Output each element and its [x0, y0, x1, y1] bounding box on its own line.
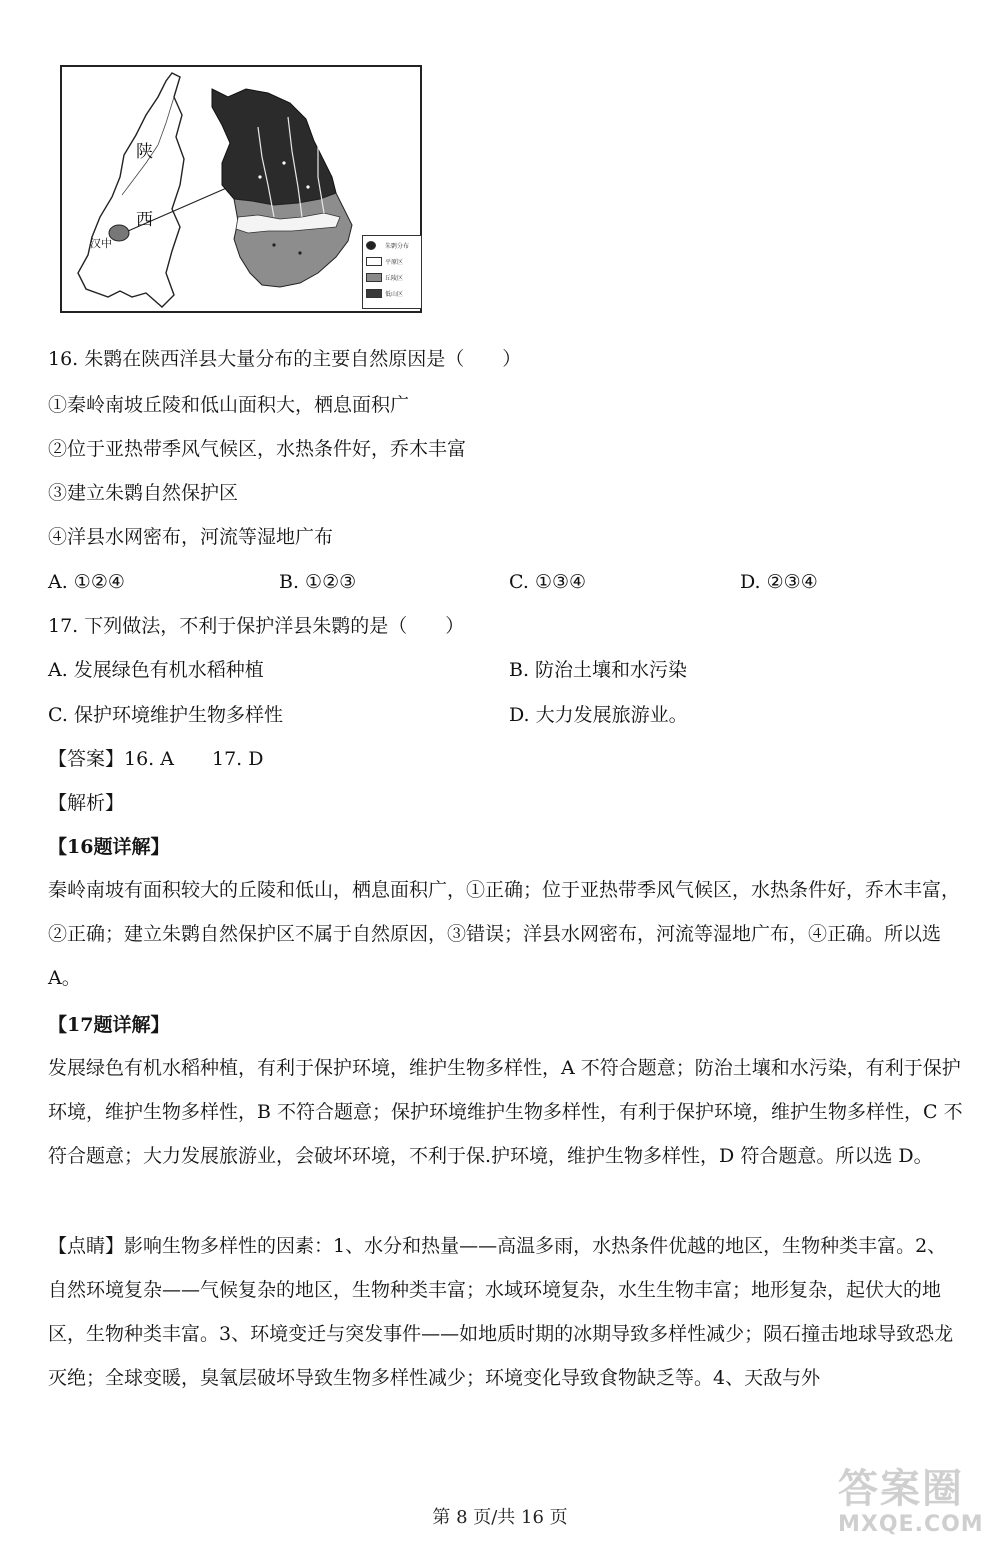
map-figure [60, 65, 422, 313]
analysis-label: 【解析】 [48, 792, 125, 814]
map-legend [362, 235, 422, 309]
q16-option-b: B. ①②③ [279, 571, 357, 593]
legend-swatch [366, 241, 376, 250]
watermark-logo [838, 1466, 988, 1548]
legend-label: 朱鹮分布 [385, 242, 410, 250]
tip-body: 【点睛】影响生物多样性的因素：1、水分和热量——高温多雨，水热条件优越的地区，生物种类丰富。2、自然环境复杂——气候复杂的地区，生物种类丰富；水域环境复杂，水生生物丰富；地形复杂，起伏大的地区，生物种类丰富。3、环境变迁与突发事件——如地质时期的冰期导致多样性减少；陨石撞击地球导致恐龙灭绝；全球变暖，臭氧层破坏导致生物多样性减少；环境变化导致食物缺乏等。4、天敌与外 [48, 1235, 954, 1389]
legend-row-plain [366, 254, 418, 268]
q16-item-1: ①秦岭南坡丘陵和低山面积大，栖息面积广 [48, 394, 410, 416]
legend-swatch [366, 273, 382, 282]
detail17-body: 发展绿色有机水稻种植，有利于保护环境，维护生物多样性，A 不符合题意；防治土壤和水污染，有利于保护环境，维护生物多样性，B 不符合题意；保护环境维护生物多样性，有利于保护环境，维护生物多样性，C 不符合题意；大力发展旅游业，会破坏环境，不利于保.护环境，维护生物多样性，D 符合题意。所以选 D。 [48, 1057, 963, 1167]
map-label-hanzhong: 汉中 [90, 237, 112, 250]
q16-item-4: ④洋县水网密布，河流等湿地广布 [48, 526, 334, 548]
q17-option-a: A. 发展绿色有机水稻种植 [48, 659, 264, 681]
q16-option-a: A. ①②④ [48, 571, 125, 593]
shaanxi-outline [78, 73, 184, 307]
q16-option-c: C. ①③④ [509, 571, 587, 593]
yangxian-hills [234, 193, 352, 287]
legend-label: 平原区 [385, 258, 404, 266]
legend-row-distribution [366, 238, 418, 252]
page-footer: 第 8 页/共 16 页 [432, 1507, 568, 1528]
q17-stem: 17. 下列做法，不利于保护洋县朱鹮的是（ ） [48, 615, 465, 637]
answer-line: 【答案】16. A 17. D [48, 748, 264, 770]
hanzhong-highlight [109, 225, 129, 241]
legend-swatch [366, 289, 382, 298]
q16-item-3: ③建立朱鹮自然保护区 [48, 482, 239, 504]
q17-option-d: D. 大力发展旅游业。 [509, 704, 688, 726]
q16-item-2: ②位于亚热带季风气候区，水热条件好，乔木丰富 [48, 438, 467, 460]
q16-stem: 16. 朱鹮在陕西洋县大量分布的主要自然原因是（ ） [48, 348, 522, 370]
detail16-body: 秦岭南坡有面积较大的丘陵和低山，栖息面积广，①正确；位于亚热带季风气候区，水热条件好，乔木丰富，②正确；建立朱鹮自然保护区不属于自然原因，③错误；洋县水网密布，河流等湿地广布，④正确。所以选 A。 [48, 879, 961, 989]
legend-row-hills [366, 270, 418, 284]
watermark-text-bottom: MXQE.COM [838, 1512, 984, 1537]
legend-label: 丘陵区 [385, 274, 404, 282]
watermark-text-top: 答案圈 [838, 1466, 964, 1512]
detail17-heading: 【17题详解】 [48, 1014, 170, 1036]
q16-option-d: D. ②③④ [740, 571, 818, 593]
map-label-xi: 西 [136, 210, 153, 230]
detail16-heading: 【16题详解】 [48, 836, 170, 858]
legend-swatch [366, 257, 382, 266]
legend-row-lowmountain [366, 286, 418, 300]
q17-option-c: C. 保护环境维护生物多样性 [48, 704, 283, 726]
map-label-shaan: 陕 [136, 142, 153, 162]
q17-option-b: B. 防治土壤和水污染 [509, 659, 688, 681]
legend-label: 低山区 [385, 290, 404, 298]
